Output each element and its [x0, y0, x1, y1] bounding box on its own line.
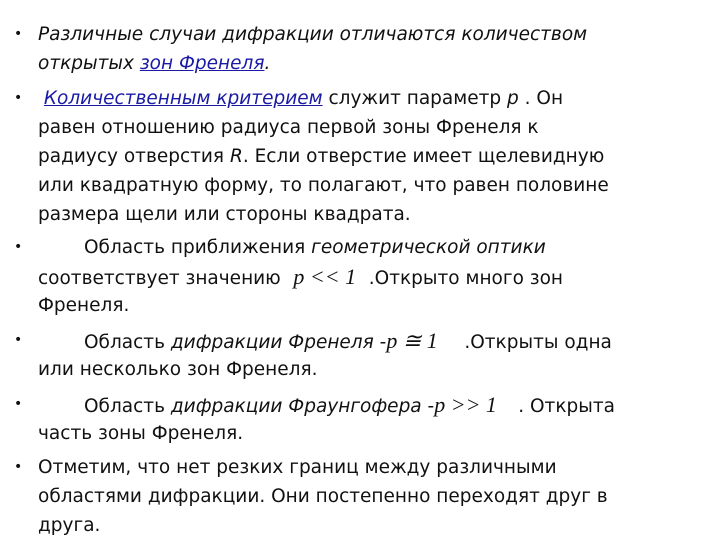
bullet-2-line-1 — [38, 84, 678, 113]
bullet-3-line-2 — [38, 262, 678, 291]
param-p: p — [507, 88, 519, 109]
bullet-5-line-1 — [38, 390, 678, 419]
text: - — [373, 332, 387, 353]
param-R: R — [229, 146, 243, 167]
bullet-1-line-1: Различные случаи дифракции отличаются количеством — [38, 24, 588, 45]
text: . Если отверстие имеет щелевидную — [242, 146, 605, 167]
text: . Он — [518, 88, 564, 109]
text: радиусу отверстия — [38, 146, 230, 167]
fraunhofer-diffraction-term: дифракции Фраунгофера — [170, 396, 422, 417]
text: служит параметр — [322, 88, 507, 109]
bullet-dot: • — [14, 90, 23, 106]
text: соответствует значению — [38, 268, 281, 289]
bullet-2-line-3 — [38, 142, 678, 171]
fresnel-zones-link[interactable]: зон Френеля — [139, 53, 265, 74]
bullet-6-line-1: Отметим, что нет резких границ между различными — [38, 457, 557, 478]
text: . Открыта — [518, 396, 615, 417]
bullet-2-line-5: размера щели или стороны квадрата. — [38, 204, 411, 225]
bullet-dot: • — [14, 239, 23, 255]
bullet-5-line-2: часть зоны Френеля. — [38, 423, 244, 444]
bullet-2-line-2: равен отношению радиуса первой зоны Френеля к — [38, 117, 539, 138]
bullet-1-line-2 — [38, 49, 678, 78]
formula-p-much-less-1: p << 1 — [293, 264, 357, 289]
text: Область приближения — [84, 237, 312, 258]
text: Область — [84, 332, 171, 353]
quantitative-criterion-link[interactable]: Количественным критерием — [43, 88, 323, 109]
geometric-optics-term: геометрической оптики — [311, 237, 546, 258]
bullet-dot: • — [14, 396, 23, 412]
bullet-3-line-3: Френеля. — [38, 295, 130, 316]
formula-p-much-greater-1: p >> 1 — [434, 392, 497, 417]
formula-p-approx-1: p ≅ 1 — [386, 328, 438, 353]
bullet-item-fraunhofer-diffraction — [14, 390, 678, 448]
text: - — [421, 396, 435, 417]
text: . — [264, 53, 271, 74]
text: .Открыто много зон — [368, 268, 564, 289]
fresnel-diffraction-term: дифракции Френеля — [170, 332, 374, 353]
bullet-4-line-1 — [38, 326, 678, 355]
bullet-item-fresnel-diffraction — [14, 326, 678, 384]
bullet-dot: • — [14, 332, 23, 348]
text: .Открыты одна — [464, 332, 612, 353]
bullet-6-line-3: друга. — [38, 515, 101, 536]
bullet-6-line-2: областями дифракции. Они постепенно переходят друг в — [38, 486, 608, 507]
bullet-item-geometric-optics — [14, 233, 678, 320]
bullet-4-line-2: или несколько зон Френеля. — [38, 359, 318, 380]
text: открытых — [38, 53, 140, 74]
bullet-dot: • — [14, 26, 23, 42]
bullet-item-quantitative-criterion — [14, 84, 678, 229]
bullet-2-line-4: или квадратную форму, то полагают, что равен половине — [38, 175, 609, 196]
bullet-item-diffraction-cases — [14, 20, 678, 78]
text: Область — [84, 396, 171, 417]
bullet-3-line-1 — [38, 233, 678, 262]
bullet-item-no-sharp-boundaries — [14, 453, 678, 540]
bullet-dot: • — [14, 459, 23, 475]
